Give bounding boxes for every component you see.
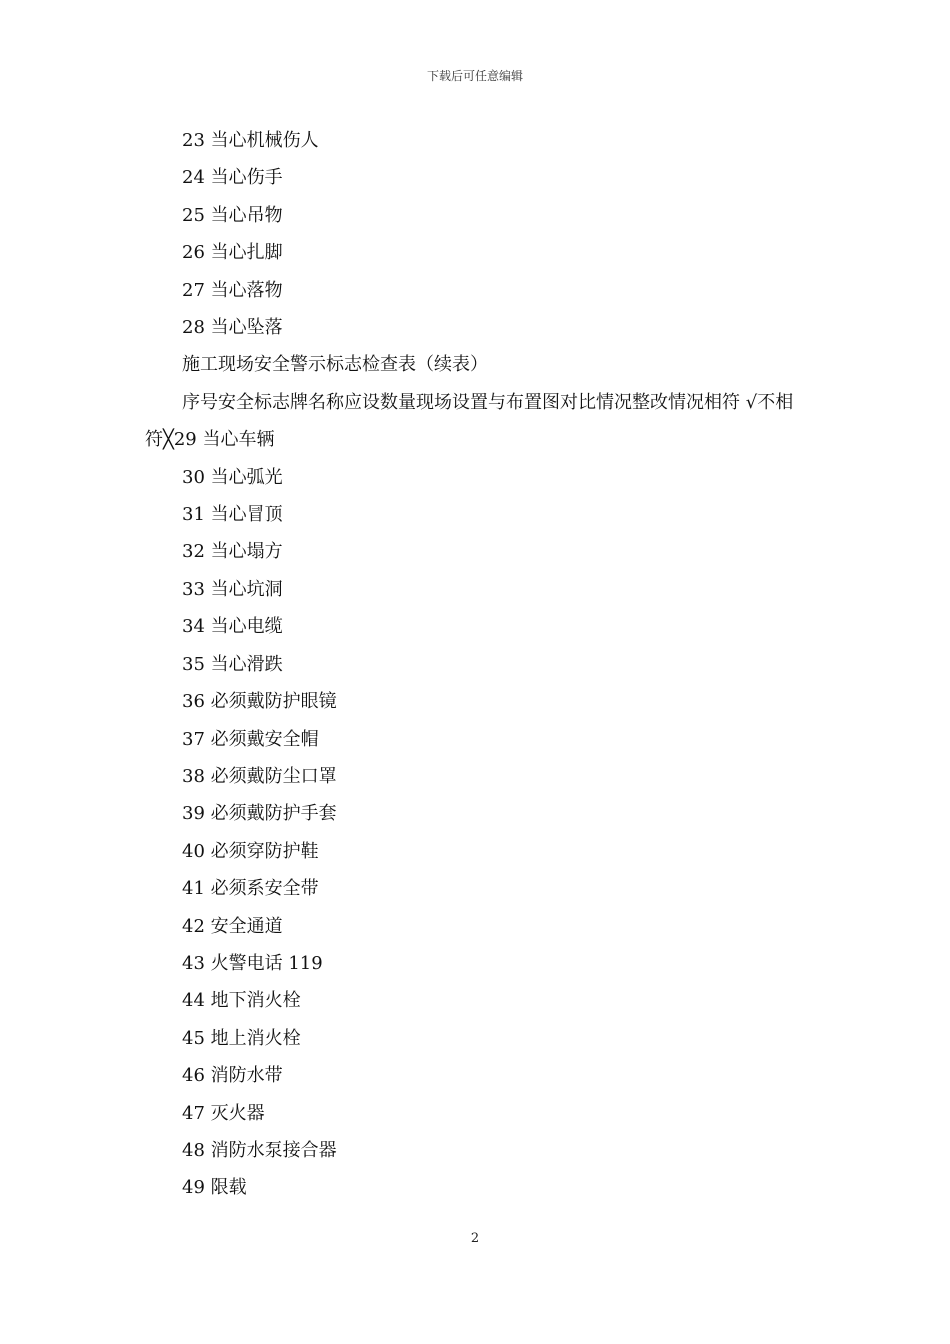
list-item: 38 必须戴防尘口罩 <box>182 765 337 787</box>
table-header-paragraph: 序号安全标志牌名称应设数量现场设置与布置图对比情况整改情况相符 √不相符╳29 当心车辆 <box>145 391 794 451</box>
list-item: 33 当心坑洞 <box>182 578 283 600</box>
list-item: 36 必须戴防护眼镜 <box>182 691 337 713</box>
list-item: 49 限载 <box>182 1177 247 1199</box>
list-item: 23 当心机械伤人 <box>182 130 319 151</box>
list-item: 27 当心落物 <box>182 279 283 301</box>
list-item: 34 当心电缆 <box>182 616 283 638</box>
table-continuation-heading: 施工现场安全警示标志检查表（续表） <box>182 354 488 376</box>
list-item: 42 安全通道 <box>182 915 283 937</box>
page-number: 2 <box>470 1231 480 1246</box>
list-item: 46 消防水带 <box>182 1065 283 1087</box>
list-item: 32 当心塌方 <box>182 541 283 563</box>
list-item: 28 当心坠落 <box>182 317 283 339</box>
list-item: 26 当心扎脚 <box>182 242 283 264</box>
list-item: 39 必须戴防护手套 <box>182 803 337 825</box>
list-item: 31 当心冒顶 <box>182 504 283 526</box>
list-item: 30 当心弧光 <box>182 466 283 488</box>
list-item: 41 必须系安全带 <box>182 878 319 900</box>
list-item: 24 当心伤手 <box>182 167 283 189</box>
page-header-note: 下载后可任意编辑 <box>426 69 523 83</box>
list-item: 48 消防水泵接合器 <box>182 1139 337 1161</box>
list-item: 47 灭火器 <box>182 1102 265 1124</box>
list-item: 45 地上消火栓 <box>182 1027 301 1049</box>
list-item: 40 必须穿防护鞋 <box>182 840 319 862</box>
list-item: 35 当心滑跌 <box>182 653 283 675</box>
document-body <box>145 122 810 1207</box>
list-item: 25 当心吊物 <box>182 204 283 226</box>
list-item: 43 火警电话 119 <box>182 952 323 974</box>
list-item: 44 地下消火栓 <box>182 990 301 1012</box>
list-item: 37 必须戴安全帽 <box>182 728 319 750</box>
